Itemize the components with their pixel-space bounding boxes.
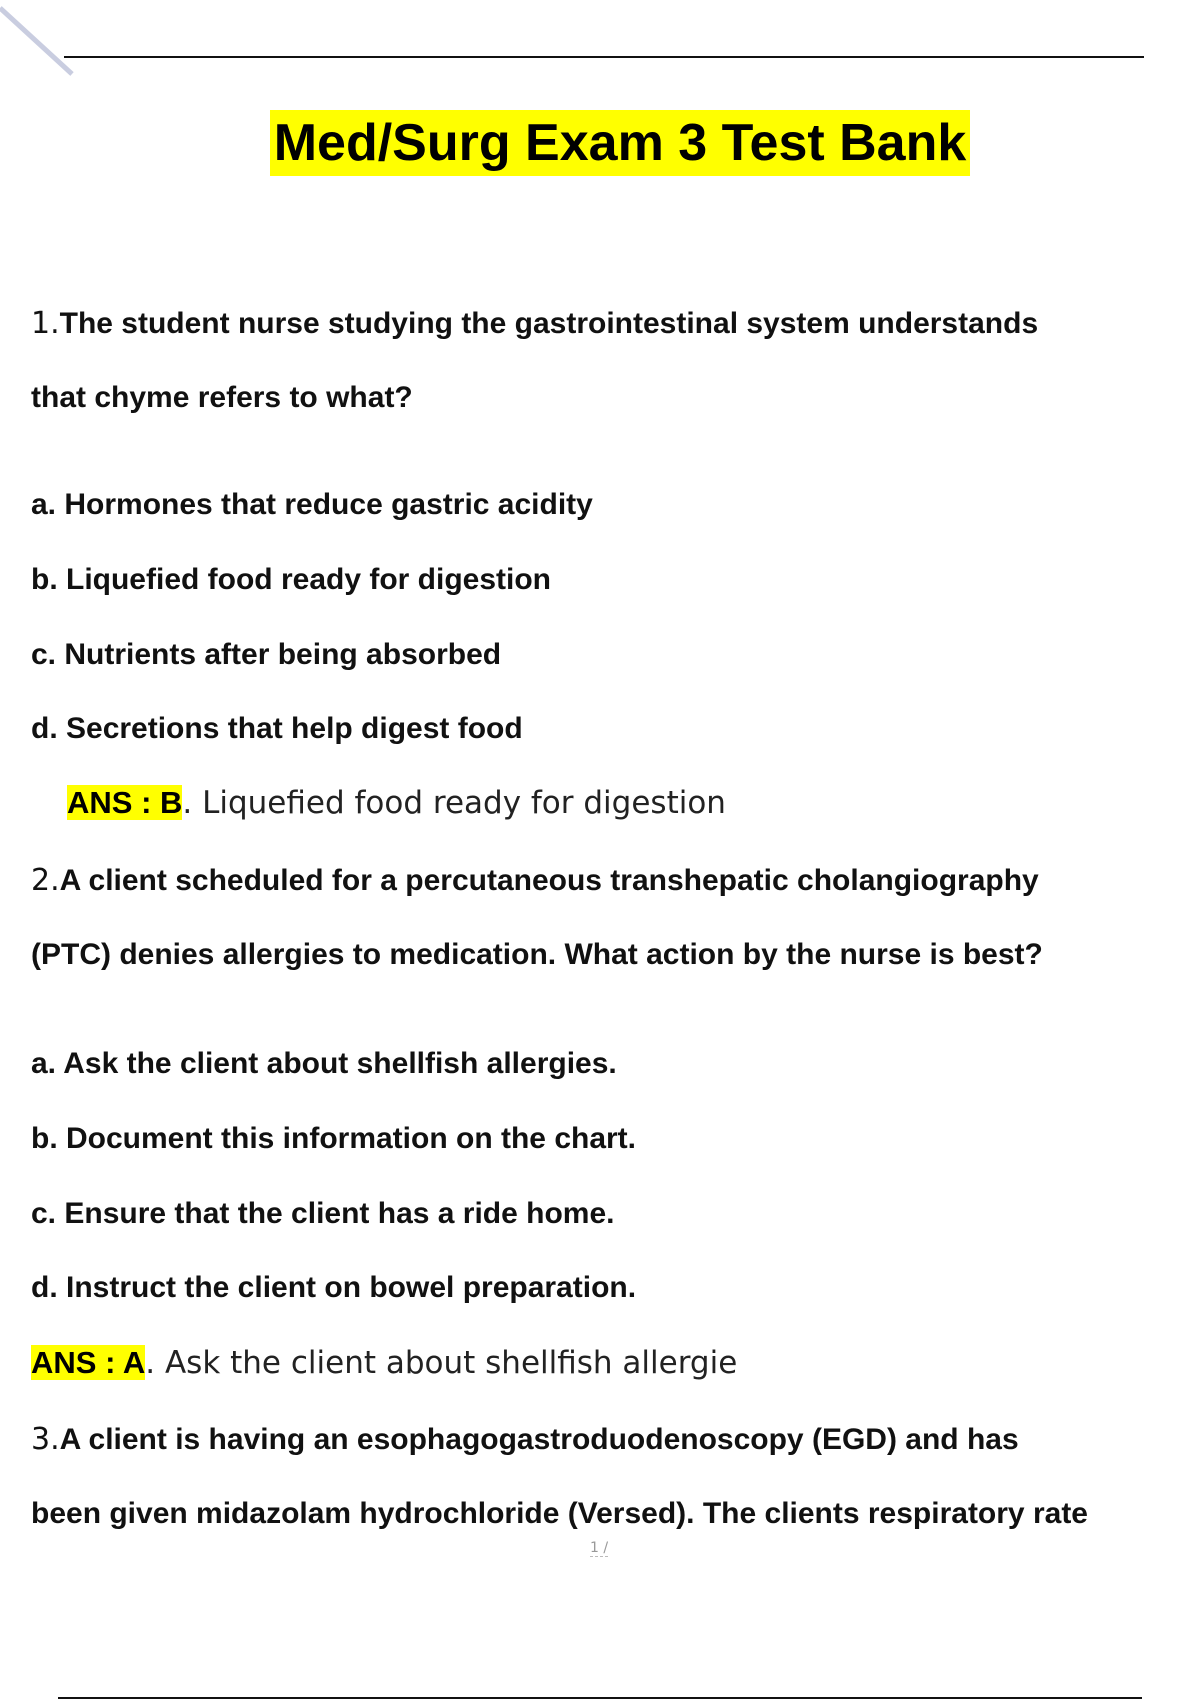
question-2-stem-text-1: A client scheduled for a percutaneous transhepatic cholangiography [59, 864, 1039, 897]
question-1-option-d: d. Secretions that help digest food [31, 712, 523, 745]
question-2-option-b: b. Document this information on the chart. [31, 1122, 637, 1155]
question-1-answer-text: . Liquefied food ready for digestion [182, 785, 726, 821]
bottom-rule [58, 1697, 1142, 1699]
question-2-stem-line-2: (PTC) denies allergies to medication. What action by the nurse is best? [31, 938, 1043, 971]
question-1-option-a: a. Hormones that reduce gastric acidity [31, 488, 593, 521]
title-container [0, 110, 1200, 176]
question-1-stem-text-1: The student nurse studying the gastrointestinal system understands [59, 307, 1039, 340]
question-2-stem-line-1 [31, 863, 1039, 898]
question-3-stem-line-2: been given midazolam hydrochloride (Versed). The clients respiratory rate [31, 1497, 1088, 1530]
question-2-answer [31, 1345, 737, 1381]
question-1-answer-label: ANS : B [67, 785, 183, 820]
question-2-option-d: d. Instruct the client on bowel preparation. [31, 1271, 637, 1304]
question-1-stem-line-1 [31, 306, 1038, 341]
top-rule [64, 56, 1144, 58]
corner-slash-mark [0, 0, 80, 80]
question-3-number: 3. [31, 1422, 60, 1457]
question-1-option-b: b. Liquefied food ready for digestion [31, 563, 552, 596]
question-2-number: 2. [31, 863, 60, 898]
question-3-stem-text-1: A client is having an esophagogastroduodenoscopy (EGD) and has [59, 1423, 1019, 1456]
page-title: Med/Surg Exam 3 Test Bank [270, 110, 971, 176]
question-3-stem-line-1 [31, 1422, 1019, 1457]
question-1-option-c: c. Nutrients after being absorbed [31, 638, 502, 671]
question-1-stem-line-2: that chyme refers to what? [31, 381, 413, 414]
question-2-answer-label: ANS : A [31, 1345, 146, 1380]
question-2-option-a: a. Ask the client about shellfish allergies. [31, 1047, 617, 1080]
page-number: 1 / [590, 1540, 609, 1556]
question-2-option-c: c. Ensure that the client has a ride home. [31, 1197, 615, 1230]
question-1-answer [67, 785, 726, 821]
question-1-number: 1. [31, 306, 60, 341]
question-2-answer-text: . Ask the client about shellfish allergie [145, 1345, 738, 1381]
